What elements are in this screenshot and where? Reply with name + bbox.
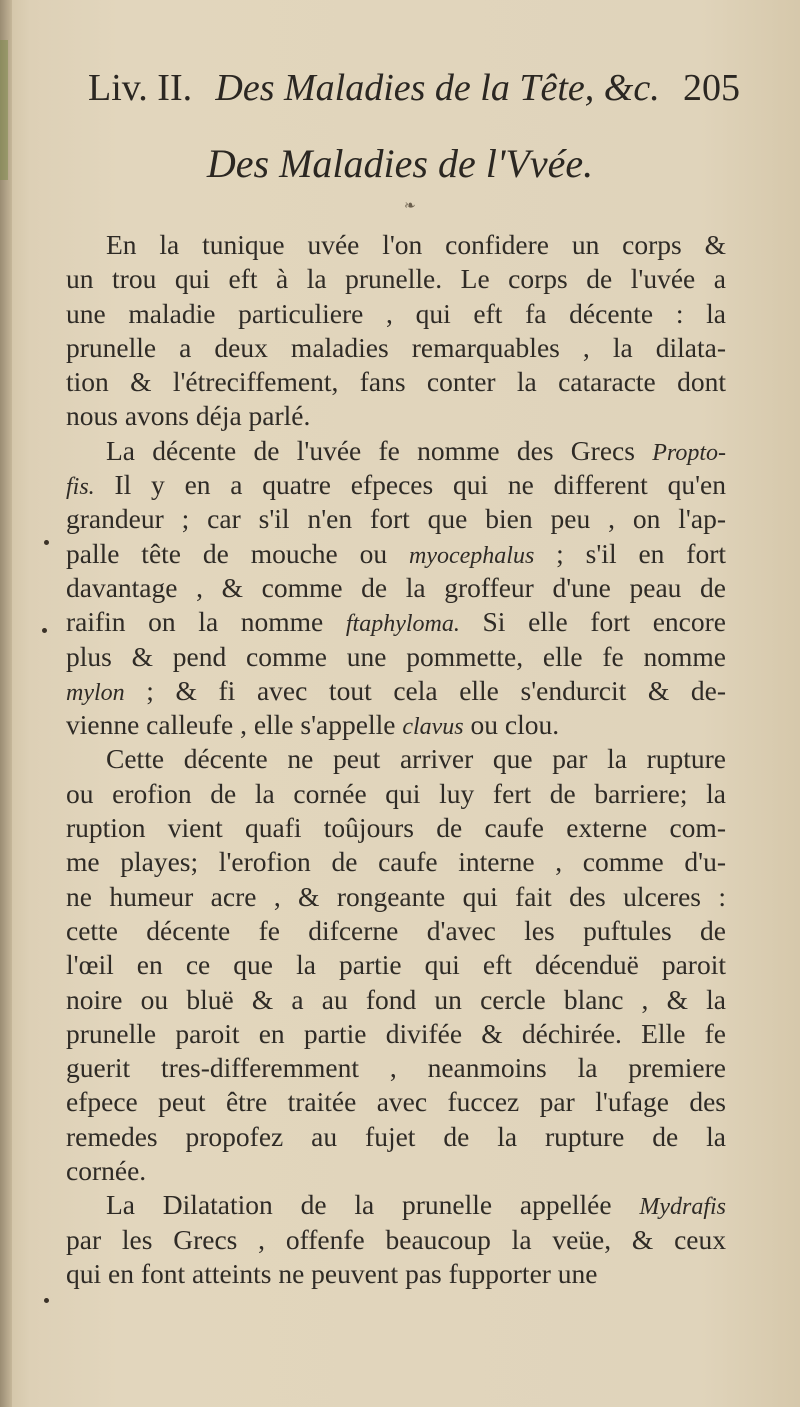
margin-ink-dot bbox=[44, 540, 49, 545]
text-line bbox=[66, 605, 726, 639]
text-segment: ou clou. bbox=[463, 709, 560, 741]
text-line bbox=[66, 811, 726, 845]
italic-term: mylon bbox=[66, 679, 125, 706]
text-segment: La Dilatation de la prunelle appellée bbox=[106, 1189, 640, 1221]
margin-ink-dot bbox=[44, 1298, 49, 1303]
text-line bbox=[66, 1017, 726, 1051]
text-line bbox=[66, 1051, 726, 1085]
text-segment: efpece peut être traitée avec fuccez par l'ufage des bbox=[66, 1086, 726, 1118]
page-number: 205 bbox=[682, 67, 740, 109]
text-segment: cornée. bbox=[66, 1155, 147, 1187]
italic-term: Mydrafis bbox=[639, 1194, 726, 1221]
text-segment: ; s'il en fort bbox=[534, 537, 726, 569]
running-head-book: Liv. II. bbox=[88, 67, 193, 109]
text-line bbox=[66, 777, 726, 811]
text-line bbox=[66, 399, 726, 433]
text-line bbox=[66, 845, 726, 879]
italic-term: clavus bbox=[402, 714, 464, 741]
text-segment: En la tunique uvée l'on confidere un corps & bbox=[106, 229, 726, 260]
text-line bbox=[66, 708, 726, 742]
text-segment: me playes; l'erofion de caufe interne , comme d'u- bbox=[66, 846, 726, 878]
text-segment: davantage , & comme de la groffeur d'une peau de bbox=[66, 571, 726, 603]
text-segment: cette décente fe difcerne d'avec les puftules de bbox=[66, 914, 726, 946]
page-binding-edge bbox=[0, 0, 12, 1407]
text-segment: remedes propofez au fujet de la rupture de la bbox=[66, 1120, 726, 1152]
italic-term: fis. bbox=[66, 474, 95, 501]
text-line bbox=[66, 914, 726, 948]
text-segment: ruption vient quafi toûjours de caufe externe com- bbox=[66, 812, 726, 844]
text-segment: guerit tres-differemment , neanmoins la premiere bbox=[66, 1052, 726, 1084]
text-segment: l'œil en ce que la partie qui eft décenduë paroit bbox=[66, 949, 726, 981]
text-segment: raifin on la nomme bbox=[66, 606, 346, 638]
italic-term: ftaphyloma. bbox=[345, 611, 460, 638]
text-line bbox=[66, 1120, 726, 1154]
text-segment: grandeur ; car s'il n'en fort que bien peu , on l'ap- bbox=[66, 503, 726, 535]
text-line bbox=[66, 1154, 726, 1188]
text-segment: ; & fi avec tout cela elle s'endurcit & de- bbox=[124, 674, 726, 706]
text-segment: prunelle a deux maladies remarquables , la dilata- bbox=[66, 331, 726, 363]
italic-term: Propto- bbox=[652, 439, 726, 466]
text-line bbox=[66, 468, 726, 502]
text-line bbox=[66, 365, 726, 399]
text-segment: ou erofion de la cornée qui luy fert de barriere; la bbox=[66, 777, 726, 809]
text-line bbox=[66, 331, 726, 365]
text-segment: palle tête de mouche ou bbox=[66, 537, 409, 569]
text-line bbox=[66, 571, 726, 605]
text-line bbox=[66, 434, 726, 468]
text-line bbox=[66, 1188, 726, 1222]
running-head-title: Des Maladies de la Tête, &c. bbox=[215, 67, 660, 109]
text-segment: vienne calleufe , elle s'appelle bbox=[66, 709, 403, 741]
text-line bbox=[66, 674, 726, 708]
text-segment: ne humeur acre , & rongeante qui fait des ulceres : bbox=[66, 880, 726, 912]
text-line bbox=[66, 228, 726, 262]
text-segment: plus & pend comme une pommette, elle fe nomme bbox=[66, 640, 726, 672]
text-segment: un trou qui eft à la prunelle. Le corps de l'uvée a bbox=[66, 263, 726, 295]
text-segment: nous avons déja parlé. bbox=[66, 400, 311, 432]
text-line bbox=[66, 1085, 726, 1119]
text-segment: par les Grecs , offenfe beaucoup la veüe, & ceux bbox=[66, 1223, 726, 1255]
text-line bbox=[66, 502, 726, 536]
text-segment: une maladie particuliere , qui eft fa décente : la bbox=[66, 297, 726, 329]
text-segment: prunelle paroit en partie divifée & déchirée. Elle fe bbox=[66, 1017, 726, 1049]
text-segment: La décente de l'uvée fe nomme des Grecs bbox=[106, 434, 653, 466]
text-line bbox=[66, 640, 726, 674]
text-segment: Cette décente ne peut arriver que par la rupture bbox=[106, 743, 726, 775]
text-line bbox=[66, 537, 726, 571]
text-line bbox=[66, 262, 726, 296]
margin-ink-dot bbox=[42, 628, 47, 633]
text-segment: tion & l'étreciffement, fans conter la cataracte dont bbox=[66, 366, 726, 398]
text-line bbox=[66, 983, 726, 1017]
text-line bbox=[66, 880, 726, 914]
text-line bbox=[66, 948, 726, 982]
text-line bbox=[66, 1223, 726, 1257]
text-segment: Si elle fort encore bbox=[459, 606, 726, 638]
running-head bbox=[88, 66, 740, 116]
body-text bbox=[66, 228, 726, 1291]
text-line bbox=[66, 1257, 726, 1291]
text-line bbox=[66, 297, 726, 331]
text-segment: noire ou bluë & a au fond un cercle blanc , & la bbox=[66, 983, 726, 1015]
italic-term: myocephalus bbox=[408, 542, 535, 569]
section-title: Des Maladies de l'Vvée. bbox=[206, 141, 594, 186]
text-segment: Il y en a quatre efpeces qui ne different qu'en bbox=[94, 469, 726, 501]
text-segment: qui en font atteints ne peuvent pas fupporter une bbox=[66, 1257, 598, 1289]
ornament-mark: ❧ bbox=[404, 198, 416, 214]
text-line bbox=[66, 742, 726, 776]
